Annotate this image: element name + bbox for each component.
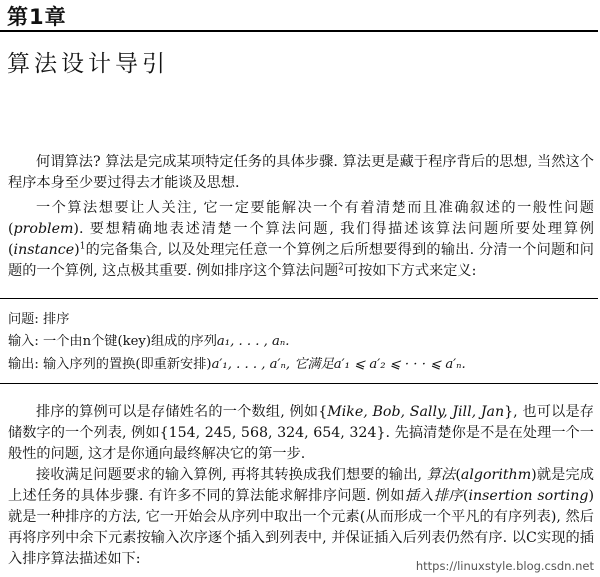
input-label: 输入: 一个由n个键(key)组成的序列 (8, 334, 217, 349)
input-math: a₁, . . . , aₙ. (216, 334, 290, 349)
problem-box-bottom-rule (0, 383, 598, 384)
para2-text-e: ) (74, 242, 80, 258)
para3-text-a: 排序的算例可以是存储姓名的一个数组, 例如{ (36, 404, 328, 420)
watermark: https://linuxstyle.blog.csdn.net (415, 559, 594, 573)
para4-text-g: ( (462, 488, 469, 504)
para4-text-c: ( (455, 467, 461, 483)
para2-text-f: 的完备集合, 以及处理完任意一个算例之后所想要得到的输出. 分清一个问题和问题的一个算例, 这点极其重要. 例如排序这个算法问题 (8, 242, 594, 279)
paragraph-problem-definition (8, 198, 594, 282)
term-insertion-sort-cn: 插入排序 (404, 488, 463, 504)
output-math: a′₁, . . . , a′ₙ, 它满足a′₁ ⩽ a′₂ ⩽ · · · ⩽ a′ₙ. (211, 357, 466, 372)
chapter-title: 算法设计导引 (7, 51, 169, 77)
paragraph-intro (8, 152, 594, 194)
footnote-marker-2: 2 (338, 262, 344, 273)
para2-text-a: 一个算法想要让人关注, 它一定要能解决一个有着清楚而且准确叙述的一般性问题( (8, 200, 594, 237)
problem-line (8, 310, 588, 330)
para4-text-e: )就是完成上述任务的具体步骤. 有许多不同的算法能求解排序问题. 例如 (8, 467, 594, 504)
chapter-label: 第1章 (7, 5, 67, 29)
term-insertion-sorting: insertion sorting (468, 488, 589, 504)
paragraph-sorting-instances (8, 402, 594, 465)
para2-text-g: 可按如下方式来定义: (343, 263, 477, 279)
paragraph-intro-text: 何谓算法? 算法是完成某项特定任务的具体步骤. 算法更是藏于程序背后的思想, 当然这个程序本身至少要过得去才能谈及思想. (8, 154, 594, 191)
paragraph-algorithm-definition (8, 465, 594, 570)
input-line (8, 332, 588, 352)
chapter-divider (0, 30, 598, 32)
term-instance: instance (13, 242, 75, 258)
footnote-marker-1: 1 (79, 241, 86, 252)
output-line (8, 355, 588, 375)
output-label: 输出: 输入序列的置换(即重新安排) (8, 357, 212, 372)
problem-label: 问题: 排序 (8, 312, 70, 327)
para4-text-i: )就是一种排序的方法, 它一开始会从序列中取出一个元素(从而形成一个平凡的有序列表), 然后再将序列中余下元素按输入次序逐个插入到列表中, 并保证插入后列表仍然有序. 以C实现的插入排序算法描述如下: (8, 488, 594, 567)
example-names: Mike, Bob, Sally, Jill, Jan (327, 404, 505, 420)
para3-text-b: }, 也可以是存储数字的一个列表, 例如{154, 245, 568, 324, 654, 324}. 先搞清楚你是不是在处理一个一般性的问题, 这才是你通向最终解决它的第一步. (8, 404, 594, 462)
term-problem: problem (13, 221, 74, 237)
para2-text-c: ). 要想精确地表述清楚一个算法问题, 我们得描述该算法问题所要处理算例( (8, 221, 594, 258)
problem-box-top-rule (0, 298, 598, 299)
term-algorithm-cn: 算法 (426, 467, 456, 483)
term-algorithm: algorithm (460, 467, 532, 483)
para4-text-a: 接收满足问题要求的输入算例, 再将其转换成我们想要的输出, (36, 467, 427, 483)
